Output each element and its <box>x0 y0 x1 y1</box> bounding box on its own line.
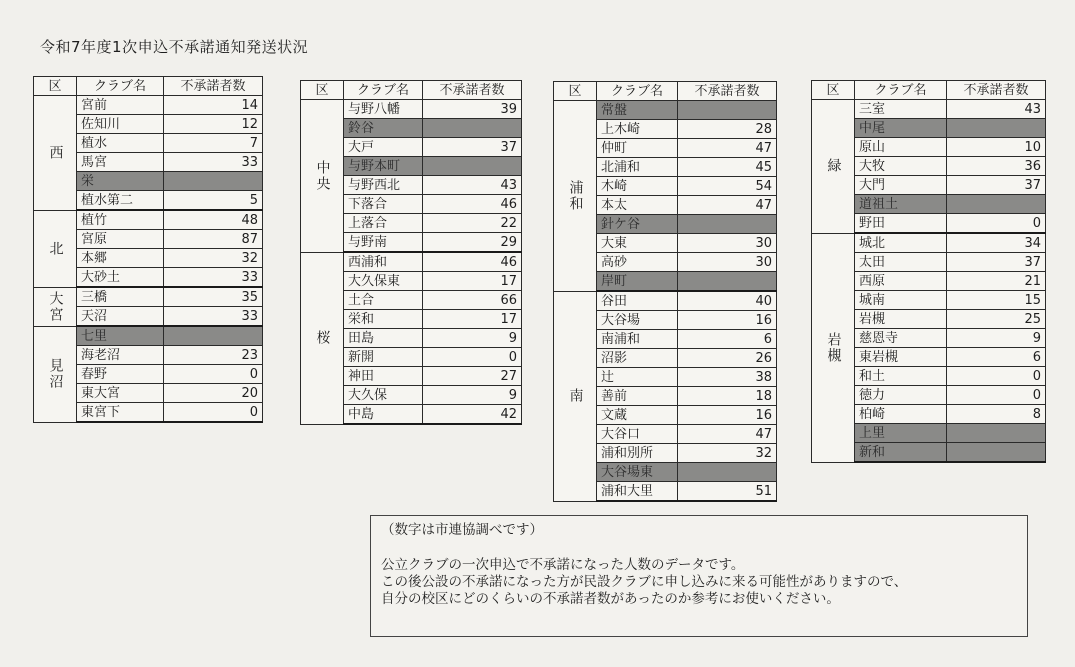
club-name: 浦和大里 <box>597 482 678 502</box>
rejection-count: 48 <box>164 210 263 230</box>
rejection-count: 8 <box>947 405 1046 424</box>
club-table-3 <box>553 81 777 502</box>
count-header: 不承諾者数 <box>423 81 522 100</box>
rejection-count <box>947 443 1046 463</box>
club-name: 上落合 <box>344 214 423 233</box>
table-row <box>34 326 263 346</box>
club-name: 七里 <box>77 326 164 346</box>
ward-name: 見沼 <box>34 326 77 422</box>
club-name: 春野 <box>77 365 164 384</box>
club-name: 与野南 <box>344 233 423 253</box>
club-name: 上里 <box>855 424 947 443</box>
club-name: 城北 <box>855 233 947 253</box>
table-row <box>34 96 263 115</box>
table-row <box>554 291 777 311</box>
rejection-count <box>678 101 777 120</box>
club-name: 東宮下 <box>77 403 164 423</box>
rejection-count <box>947 424 1046 443</box>
club-name: 中島 <box>344 405 423 425</box>
rejection-count: 27 <box>423 367 522 386</box>
club-name: 中尾 <box>855 119 947 138</box>
rejection-count <box>678 272 777 292</box>
table-row <box>812 233 1046 253</box>
ku-header: 区 <box>301 81 344 100</box>
club-name: 高砂 <box>597 253 678 272</box>
club-name: 善前 <box>597 387 678 406</box>
rejection-count: 12 <box>164 115 263 134</box>
ku-header: 区 <box>812 81 855 100</box>
rejection-count: 0 <box>164 403 263 423</box>
rejection-count <box>164 326 263 346</box>
rejection-count: 6 <box>947 348 1046 367</box>
club-name: 本太 <box>597 196 678 215</box>
club-name: 新開 <box>344 348 423 367</box>
rejection-count: 10 <box>947 138 1046 157</box>
club-name: 針ケ谷 <box>597 215 678 234</box>
club-name: 神田 <box>344 367 423 386</box>
rejection-count: 16 <box>678 311 777 330</box>
ku-header: 区 <box>34 77 77 96</box>
rejection-count: 30 <box>678 234 777 253</box>
club-name: 大東 <box>597 234 678 253</box>
rejection-count: 20 <box>164 384 263 403</box>
club-name: 田島 <box>344 329 423 348</box>
club-name: 沼影 <box>597 349 678 368</box>
rejection-count: 0 <box>947 214 1046 234</box>
note-source: （数字は市連協調べです） <box>381 522 543 538</box>
rejection-count: 38 <box>678 368 777 387</box>
ward-name: 桜 <box>301 252 344 424</box>
rejection-count: 16 <box>678 406 777 425</box>
rejection-count: 66 <box>423 291 522 310</box>
rejection-count: 6 <box>678 330 777 349</box>
rejection-count: 43 <box>423 176 522 195</box>
rejection-count: 37 <box>947 253 1046 272</box>
count-header: 不承諾者数 <box>947 81 1046 100</box>
rejection-count: 33 <box>164 307 263 327</box>
club-name-header: クラブ名 <box>344 81 423 100</box>
club-name: 東大宮 <box>77 384 164 403</box>
club-name: 大戸 <box>344 138 423 157</box>
club-name: 大谷場 <box>597 311 678 330</box>
club-name: 大谷口 <box>597 425 678 444</box>
rejection-count: 54 <box>678 177 777 196</box>
club-name: 栄 <box>77 172 164 191</box>
club-name: 与野八幡 <box>344 100 423 119</box>
rejection-count: 37 <box>947 176 1046 195</box>
rejection-count <box>423 157 522 176</box>
club-name-header: クラブ名 <box>77 77 164 96</box>
rejection-count: 46 <box>423 252 522 272</box>
ward-name: 岩槻 <box>812 233 855 462</box>
ward-name: 緑 <box>812 100 855 234</box>
club-name: 徳力 <box>855 386 947 405</box>
club-name: 岩槻 <box>855 310 947 329</box>
rejection-count: 18 <box>678 387 777 406</box>
club-name: 鈴谷 <box>344 119 423 138</box>
rejection-count: 22 <box>423 214 522 233</box>
ward-name: 北 <box>34 210 77 287</box>
rejection-count: 5 <box>164 191 263 211</box>
page-title: 令和7年度1次申込不承諾通知発送状況 <box>40 38 309 56</box>
club-name: 三橋 <box>77 287 164 307</box>
club-name: 植水 <box>77 134 164 153</box>
count-header: 不承諾者数 <box>164 77 263 96</box>
rejection-count: 87 <box>164 230 263 249</box>
club-table-2 <box>300 80 522 425</box>
club-name-header: クラブ名 <box>597 82 678 101</box>
club-name: 大門 <box>855 176 947 195</box>
club-name: 大久保東 <box>344 272 423 291</box>
rejection-count: 0 <box>423 348 522 367</box>
rejection-count <box>164 172 263 191</box>
rejection-count: 32 <box>678 444 777 463</box>
table-row <box>301 252 522 272</box>
rejection-count: 0 <box>947 386 1046 405</box>
club-name: 本郷 <box>77 249 164 268</box>
club-name: 与野本町 <box>344 157 423 176</box>
table-row <box>34 210 263 230</box>
rejection-count: 9 <box>947 329 1046 348</box>
table-row <box>812 100 1046 119</box>
ward-name: 南 <box>554 291 597 501</box>
club-table-4 <box>811 80 1046 463</box>
rejection-count <box>678 215 777 234</box>
club-name: 東岩槻 <box>855 348 947 367</box>
club-name: 大久保 <box>344 386 423 405</box>
club-name: 木崎 <box>597 177 678 196</box>
club-name: 西原 <box>855 272 947 291</box>
rejection-count <box>947 195 1046 214</box>
rejection-count <box>678 463 777 482</box>
ward-name: 浦和 <box>554 101 597 292</box>
club-name: 柏崎 <box>855 405 947 424</box>
club-name: 新和 <box>855 443 947 463</box>
rejection-count: 51 <box>678 482 777 502</box>
club-name: 文蔵 <box>597 406 678 425</box>
club-name: 常盤 <box>597 101 678 120</box>
rejection-count: 0 <box>947 367 1046 386</box>
club-name: 南浦和 <box>597 330 678 349</box>
club-name: 下落合 <box>344 195 423 214</box>
note-box <box>370 515 1028 637</box>
club-name: 原山 <box>855 138 947 157</box>
rejection-count: 25 <box>947 310 1046 329</box>
club-name: 大谷場東 <box>597 463 678 482</box>
rejection-count: 15 <box>947 291 1046 310</box>
club-name: 和土 <box>855 367 947 386</box>
note-line: 公立クラブの一次申込で不承諾になった人数のデータです。 <box>381 557 745 573</box>
note-line: 自分の校区にどのくらいの不承諾者数があったのか参考にお使いください。 <box>381 591 840 607</box>
rejection-count: 7 <box>164 134 263 153</box>
club-name: 北浦和 <box>597 158 678 177</box>
club-name: 土合 <box>344 291 423 310</box>
rejection-count: 34 <box>947 233 1046 253</box>
rejection-count: 33 <box>164 153 263 172</box>
rejection-count: 40 <box>678 291 777 311</box>
rejection-count: 36 <box>947 157 1046 176</box>
club-name: 馬宮 <box>77 153 164 172</box>
club-name: 道祖土 <box>855 195 947 214</box>
ku-header: 区 <box>554 82 597 101</box>
rejection-count: 9 <box>423 386 522 405</box>
club-name: 城南 <box>855 291 947 310</box>
ward-name: 大宮 <box>34 287 77 326</box>
ward-name: 西 <box>34 96 77 211</box>
table-row <box>301 100 522 119</box>
club-name: 上木崎 <box>597 120 678 139</box>
club-name: 佐知川 <box>77 115 164 134</box>
rejection-count: 37 <box>423 138 522 157</box>
rejection-count: 17 <box>423 272 522 291</box>
club-name: 植竹 <box>77 210 164 230</box>
club-name: 浦和別所 <box>597 444 678 463</box>
club-name: 天沼 <box>77 307 164 327</box>
club-name: 谷田 <box>597 291 678 311</box>
club-table-1 <box>33 76 263 423</box>
rejection-count: 47 <box>678 196 777 215</box>
rejection-count: 47 <box>678 425 777 444</box>
rejection-count: 35 <box>164 287 263 307</box>
club-name: 与野西北 <box>344 176 423 195</box>
rejection-count: 32 <box>164 249 263 268</box>
note-line: この後公設の不承諾になった方が民設クラブに申し込みに来る可能性がありますので、 <box>381 574 908 590</box>
club-name: 海老沼 <box>77 346 164 365</box>
club-name: 辻 <box>597 368 678 387</box>
rejection-count: 28 <box>678 120 777 139</box>
ward-name: 中央 <box>301 100 344 253</box>
club-name: 大牧 <box>855 157 947 176</box>
rejection-count: 0 <box>164 365 263 384</box>
club-name: 大砂土 <box>77 268 164 288</box>
club-name: 岸町 <box>597 272 678 292</box>
rejection-count: 21 <box>947 272 1046 291</box>
rejection-count: 43 <box>947 100 1046 119</box>
rejection-count: 29 <box>423 233 522 253</box>
club-name: 野田 <box>855 214 947 234</box>
club-name: 西浦和 <box>344 252 423 272</box>
rejection-count: 23 <box>164 346 263 365</box>
rejection-count: 30 <box>678 253 777 272</box>
club-name: 仲町 <box>597 139 678 158</box>
rejection-count: 9 <box>423 329 522 348</box>
club-name: 三室 <box>855 100 947 119</box>
club-name: 太田 <box>855 253 947 272</box>
table-row <box>554 101 777 120</box>
table-row <box>34 287 263 307</box>
rejection-count <box>947 119 1046 138</box>
club-name: 宮前 <box>77 96 164 115</box>
rejection-count: 14 <box>164 96 263 115</box>
rejection-count: 26 <box>678 349 777 368</box>
count-header: 不承諾者数 <box>678 82 777 101</box>
club-name: 植水第二 <box>77 191 164 211</box>
club-name: 栄和 <box>344 310 423 329</box>
rejection-count: 46 <box>423 195 522 214</box>
rejection-count: 45 <box>678 158 777 177</box>
rejection-count: 42 <box>423 405 522 425</box>
rejection-count: 33 <box>164 268 263 288</box>
rejection-count: 17 <box>423 310 522 329</box>
club-name: 宮原 <box>77 230 164 249</box>
rejection-count: 47 <box>678 139 777 158</box>
rejection-count: 39 <box>423 100 522 119</box>
club-name: 慈恩寺 <box>855 329 947 348</box>
club-name-header: クラブ名 <box>855 81 947 100</box>
rejection-count <box>423 119 522 138</box>
